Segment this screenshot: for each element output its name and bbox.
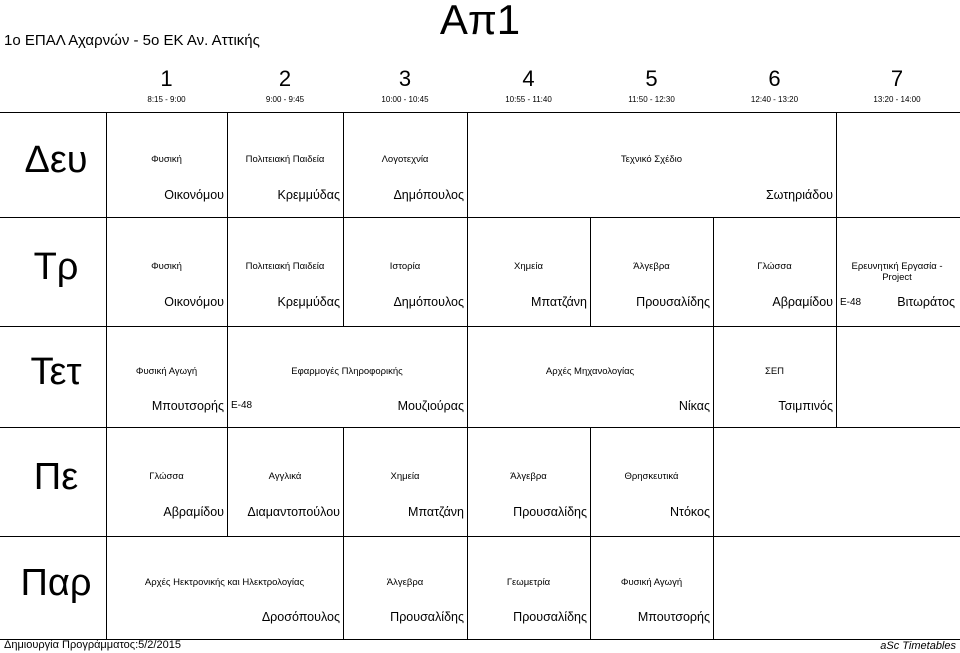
teacher-name: Οικονόμου [164,295,224,310]
subject-name: Γλώσσα [757,260,792,272]
subject-name: Χημεία [514,260,543,272]
period-number: 5 [645,66,658,91]
period-number: 6 [768,66,781,91]
teacher-name: Ντόκος [670,505,710,520]
period-time: 9:00 - 9:45 [265,95,305,104]
class-title: Απ1 [439,0,521,43]
period-time: 13:20 - 14:00 [873,95,921,104]
teacher-name: Κρεμμύδας [277,295,340,310]
lesson-cell [343,217,467,326]
subject-name: Πολιτειακή Παιδεία [245,154,325,165]
day-label: Δευ [24,138,88,181]
teacher-name: Μουζιούρας [397,398,464,413]
teacher-name: Μπατζάνη [408,505,464,520]
lesson-cell [467,112,836,217]
subject-name: Τεχνικό Σχέδιο [620,154,683,165]
subject-name: Πολιτειακή Παιδεία [245,260,325,272]
teacher-name: Σωτηριάδου [765,187,833,202]
lesson-cell [106,326,227,427]
room-label: Ε-48 [231,399,253,411]
teacher-name: Προυσαλίδης [636,295,710,310]
lesson-cell [590,427,713,536]
subject-name: Ερευνητική Εργασία - Project [851,260,943,283]
day-label: Τρ [33,245,79,288]
subject-name: Άλγεβρα [633,260,670,272]
period-time: 11:50 - 12:30 [628,95,675,104]
subject-name: Ιστορία [389,260,421,272]
lesson-cell [106,536,343,639]
lesson-cell [343,536,467,639]
subject-name: Χημεία [390,470,420,482]
period-number: 2 [278,66,292,91]
teacher-name: Προυσαλίδης [390,610,464,625]
subject-name: Φυσική [151,260,182,272]
subject-name: Γεωμετρία [506,577,551,589]
subject-name: Αρχές Ηεκτρονικής και Ηλεκτρολογίας [144,577,305,589]
lesson-cell [467,326,713,427]
teacher-name: Τσιμπινός [778,398,833,413]
room-label: Ε-48 [840,296,862,308]
lesson-cell [590,217,713,326]
subject-name: Εφαρμογές Πληροφορικής [291,366,403,378]
created-date: Δημιουργία Προγράμματος:5/2/2015 [4,639,181,651]
lesson-cell [713,326,836,427]
lesson-cell [106,427,227,536]
subject-name: Γλώσσα [149,470,184,482]
period-time: 8:15 - 9:00 [147,95,186,104]
lesson-cell [713,217,836,326]
teacher-name: Μπατζάνη [531,295,587,310]
subject-name: Αρχές Μηχανολογίας [545,366,635,378]
period-number: 3 [398,66,412,91]
period-time: 10:00 - 10:45 [381,95,429,104]
teacher-name: Νίκας [678,398,710,413]
lesson-cell [713,427,958,536]
teacher-name: Διαμαντοπούλου [247,505,340,520]
teacher-name: Προυσαλίδης [513,610,587,625]
lesson-cell [836,326,958,427]
teacher-name: Προυσαλίδης [513,505,587,520]
subject-name: Άλγεβρα [510,470,547,482]
lesson-cell [106,112,227,217]
generator-credit: aSc Timetables [880,640,956,652]
lesson-cell [227,427,343,536]
teacher-name: Δημόπουλος [393,295,464,310]
lesson-cell [343,112,467,217]
lesson-cell [836,112,958,217]
subject-name: ΣΕΠ [764,366,785,378]
subject-name: Λογοτεχνία [381,154,429,165]
lesson-cell [343,427,467,536]
teacher-name: Δημόπουλος [393,187,464,202]
teacher-name: Δροσόπουλος [261,610,340,625]
teacher-name: Οικονόμου [164,187,224,202]
lesson-cell [227,326,467,427]
teacher-name: Μπουτσορής [151,398,224,413]
teacher-name: Βιτωράτος [897,295,955,310]
period-number: 7 [890,66,904,91]
teacher-name: Μπουτσορής [637,610,710,625]
subject-name: Φυσική Αγωγή [620,577,683,589]
lesson-cell [713,536,958,639]
lesson-cell [467,217,590,326]
subject-name: Άλγεβρα [386,577,424,589]
lesson-cell [590,536,713,639]
lesson-cell [106,217,227,326]
teacher-name: Αβραμίδου [772,295,833,310]
period-time: 12:40 - 13:20 [750,95,799,104]
teacher-name: Αβραμίδου [163,505,224,520]
subject-name: Αγγλικά [268,470,302,482]
subject-name: Φυσική Αγωγή [135,366,198,378]
period-time: 10:55 - 11:40 [505,95,552,104]
lesson-cell [227,217,343,326]
lesson-cell [467,536,590,639]
lesson-cell [836,217,958,326]
teacher-name: Κρεμμύδας [277,187,340,202]
subject-name: Θρησκευτικά [624,470,679,482]
school-name: 1ο ΕΠΑΛ Αχαρνών - 5ο ΕΚ Αν. Αττικής [4,32,260,49]
subject-name: Φυσική [151,154,182,165]
lesson-cell [467,427,590,536]
day-label: Παρ [20,561,92,604]
day-label: Τετ [30,350,82,393]
period-number: 1 [160,66,173,91]
day-label: Πε [33,455,79,498]
lesson-cell [227,112,343,217]
period-number: 4 [522,66,535,91]
